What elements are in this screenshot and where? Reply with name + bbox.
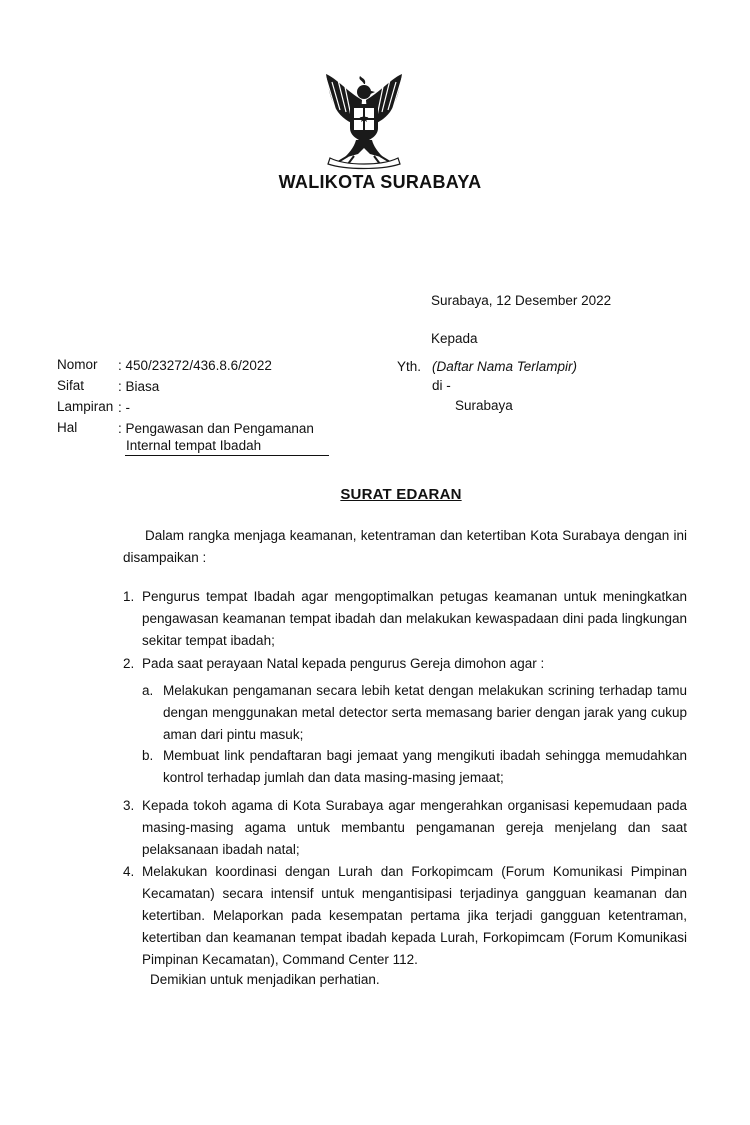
addressee-yth: Yth.: [397, 359, 422, 374]
subitem-letter: b.: [142, 748, 154, 763]
authority-heading: WALIKOTA SURABAYA: [278, 172, 482, 192]
nomor-value: : 450/23272/436.8.6/2022: [118, 358, 272, 373]
addressee-city: Surabaya: [455, 398, 513, 413]
sifat-label: Sifat: [57, 378, 85, 393]
subitem-text: Melakukan pengamanan secara lebih ketat dengan melakukan scrining terhadap tamu dengan menggunakan metal detector serta memasang barier dengan jarak yang cukup aman dari pintu masuk;: [163, 683, 687, 742]
item-text: Kepada tokoh agama di Kota Surabaya agar mengerahkan organisasi kepemudaan pada masing-masing agama untuk membantu pengamanan gereja menjelang dan saat pelaksanaan ibadah natal;: [142, 798, 687, 857]
item-number: 4.: [123, 864, 135, 879]
hal-label: Hal: [57, 420, 78, 435]
item-number: 2.: [123, 656, 135, 671]
item-text: Melakukan koordinasi dengan Lurah dan Forkopimcam (Forum Komunikasi Pimpinan Kecamatan) secara intensif untuk mengantisipasi terjadinya gangguan keamanan dan ketertiban. Melaporkan pada kesempatan pertama jika terjadi gangguan ketentraman, ketertiban dan keamanan tempat ibadah kepada Lurah, Forkopimcam (Forum Komunikasi Pimpinan Kecamatan), Command Center 112.: [142, 864, 687, 967]
intro-paragraph: Dalam rangka menjaga keamanan, ketentraman dan ketertiban Kota Surabaya dengan ini disampaikan :: [123, 528, 687, 565]
subitem-text: Membuat link pendaftaran bagi jemaat yang mengikuti ibadah sehingga memudahkan kontrol terhadap jumlah dan data masing-masing jemaat;: [163, 748, 687, 785]
nomor-label: Nomor: [57, 357, 98, 372]
addressee-kepada: Kepada: [431, 331, 478, 346]
addressee-di: di -: [432, 378, 451, 393]
place-date: Surabaya, 12 Desember 2022: [431, 293, 612, 308]
document-title: SURAT EDARAN: [340, 486, 462, 503]
hal-value-line2: Internal tempat Ibadah: [126, 438, 262, 453]
addressee-name: (Daftar Nama Terlampir): [432, 359, 578, 374]
item-number: 3.: [123, 798, 135, 813]
subitem-letter: a.: [142, 683, 154, 698]
closing-sentence: Demikian untuk menjadikan perhatian.: [150, 972, 380, 987]
item-text: Pada saat perayaan Natal kepada pengurus Gereja dimohon agar :: [142, 656, 545, 671]
lampiran-value: : -: [118, 400, 130, 415]
item-number: 1.: [123, 589, 135, 604]
lampiran-label: Lampiran: [57, 399, 114, 414]
garuda-emblem-icon: [318, 70, 410, 170]
sifat-value: : Biasa: [118, 379, 160, 394]
hal-value-line1: : Pengawasan dan Pengamanan: [118, 421, 314, 436]
subject-underline: [125, 455, 329, 456]
item-text: Pengurus tempat Ibadah agar mengoptimalkan petugas keamanan untuk meningkatkan pengawasan keamanan tempat ibadah dan melakukan kewaspadaan dini pada lingkungan sekitar tempat ibadah;: [142, 589, 687, 648]
